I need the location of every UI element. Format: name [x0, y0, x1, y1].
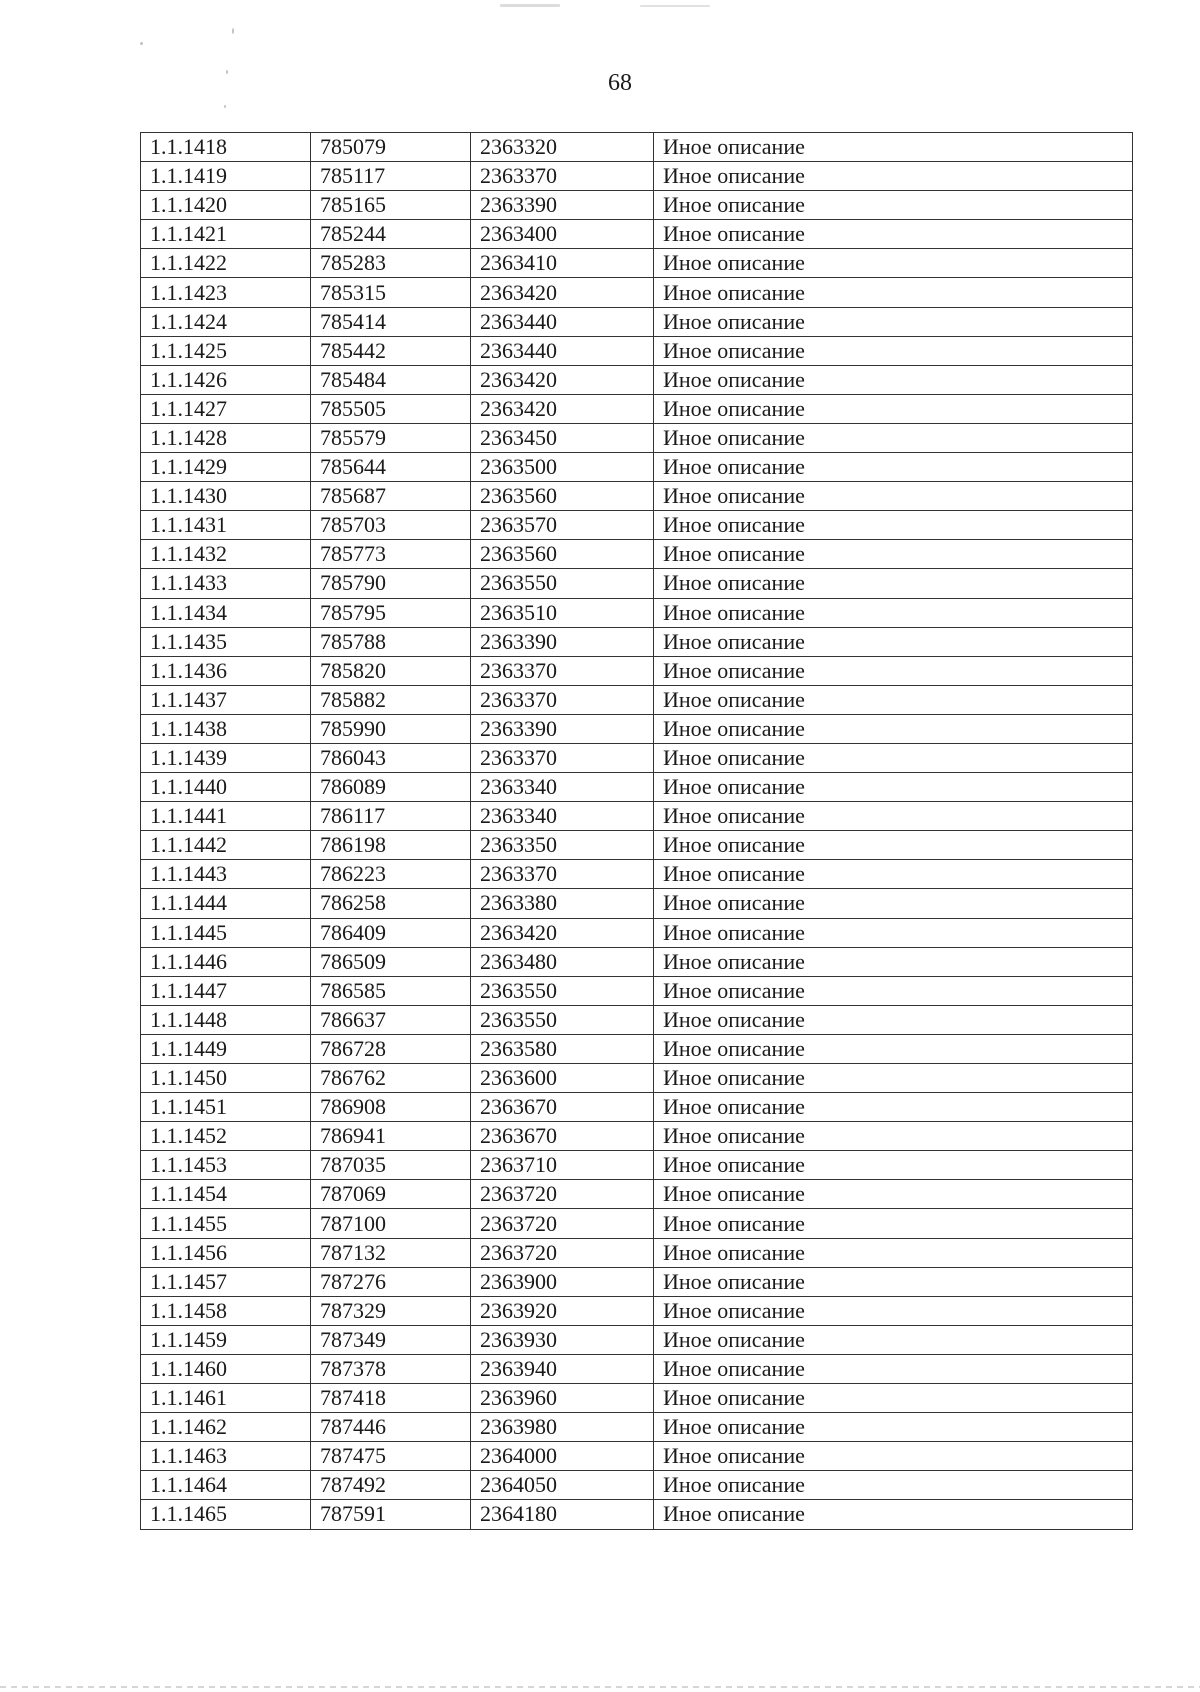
table-row: [141, 743, 1133, 772]
y-coordinate-cell: 2363390: [471, 627, 654, 656]
y-coordinate-cell: 2363920: [471, 1296, 654, 1325]
y-coordinate-cell: 2363370: [471, 743, 654, 772]
y-coordinate-cell: 2363450: [471, 423, 654, 452]
description-cell: Иное описание: [654, 947, 1133, 976]
point-number-cell: 1.1.1456: [141, 1238, 311, 1267]
point-number-cell: 1.1.1449: [141, 1034, 311, 1063]
point-number-cell: 1.1.1450: [141, 1064, 311, 1093]
description-cell: Иное описание: [654, 1500, 1133, 1529]
table-row: [141, 685, 1133, 714]
table-row: [141, 773, 1133, 802]
table-row: [141, 918, 1133, 947]
table-row: [141, 336, 1133, 365]
x-coordinate-cell: 785990: [311, 714, 471, 743]
table-row: [141, 482, 1133, 511]
x-coordinate-cell: 785644: [311, 453, 471, 482]
description-cell: Иное описание: [654, 918, 1133, 947]
table-row: [141, 1034, 1133, 1063]
x-coordinate-cell: 786762: [311, 1064, 471, 1093]
description-cell: Иное описание: [654, 540, 1133, 569]
table-row: [141, 1151, 1133, 1180]
y-coordinate-cell: 2363720: [471, 1238, 654, 1267]
y-coordinate-cell: 2363400: [471, 220, 654, 249]
description-cell: Иное описание: [654, 976, 1133, 1005]
x-coordinate-cell: 787276: [311, 1267, 471, 1296]
x-coordinate-cell: 787069: [311, 1180, 471, 1209]
table-row: [141, 714, 1133, 743]
description-cell: Иное описание: [654, 1384, 1133, 1413]
description-cell: Иное описание: [654, 511, 1133, 540]
point-number-cell: 1.1.1446: [141, 947, 311, 976]
description-cell: Иное описание: [654, 773, 1133, 802]
point-number-cell: 1.1.1423: [141, 278, 311, 307]
description-cell: Иное описание: [654, 365, 1133, 394]
x-coordinate-cell: 786089: [311, 773, 471, 802]
x-coordinate-cell: 785442: [311, 336, 471, 365]
description-cell: Иное описание: [654, 1267, 1133, 1296]
description-cell: Иное описание: [654, 249, 1133, 278]
description-cell: Иное описание: [654, 1325, 1133, 1354]
x-coordinate-cell: 785579: [311, 423, 471, 452]
point-number-cell: 1.1.1432: [141, 540, 311, 569]
point-number-cell: 1.1.1419: [141, 162, 311, 191]
description-cell: Иное описание: [654, 714, 1133, 743]
y-coordinate-cell: 2363570: [471, 511, 654, 540]
y-coordinate-cell: 2363420: [471, 394, 654, 423]
table-row: [141, 802, 1133, 831]
x-coordinate-cell: 786043: [311, 743, 471, 772]
point-number-cell: 1.1.1447: [141, 976, 311, 1005]
point-number-cell: 1.1.1428: [141, 423, 311, 452]
x-coordinate-cell: 786908: [311, 1093, 471, 1122]
description-cell: Иное описание: [654, 1064, 1133, 1093]
x-coordinate-cell: 785079: [311, 133, 471, 162]
point-number-cell: 1.1.1462: [141, 1413, 311, 1442]
x-coordinate-cell: 787329: [311, 1296, 471, 1325]
point-number-cell: 1.1.1464: [141, 1471, 311, 1500]
x-coordinate-cell: 785790: [311, 569, 471, 598]
coordinates-table: [140, 132, 1133, 1530]
x-coordinate-cell: 787100: [311, 1209, 471, 1238]
y-coordinate-cell: 2363340: [471, 773, 654, 802]
point-number-cell: 1.1.1427: [141, 394, 311, 423]
point-number-cell: 1.1.1438: [141, 714, 311, 743]
table-row: [141, 220, 1133, 249]
description-cell: Иное описание: [654, 191, 1133, 220]
point-number-cell: 1.1.1455: [141, 1209, 311, 1238]
table-row: [141, 249, 1133, 278]
description-cell: Иное описание: [654, 423, 1133, 452]
x-coordinate-cell: 786728: [311, 1034, 471, 1063]
x-coordinate-cell: 785283: [311, 249, 471, 278]
x-coordinate-cell: 785484: [311, 365, 471, 394]
table-row: [141, 278, 1133, 307]
table-row: [141, 1296, 1133, 1325]
table-row: [141, 889, 1133, 918]
point-number-cell: 1.1.1442: [141, 831, 311, 860]
point-number-cell: 1.1.1465: [141, 1500, 311, 1529]
description-cell: Иное описание: [654, 831, 1133, 860]
point-number-cell: 1.1.1439: [141, 743, 311, 772]
description-cell: Иное описание: [654, 1093, 1133, 1122]
y-coordinate-cell: 2364180: [471, 1500, 654, 1529]
scan-speck: [232, 28, 234, 34]
point-number-cell: 1.1.1437: [141, 685, 311, 714]
x-coordinate-cell: 787349: [311, 1325, 471, 1354]
y-coordinate-cell: 2363900: [471, 1267, 654, 1296]
table-row: [141, 1325, 1133, 1354]
table-body: [141, 133, 1133, 1530]
description-cell: Иное описание: [654, 889, 1133, 918]
y-coordinate-cell: 2363440: [471, 336, 654, 365]
description-cell: Иное описание: [654, 1180, 1133, 1209]
table-row: [141, 394, 1133, 423]
y-coordinate-cell: 2363600: [471, 1064, 654, 1093]
table-row: [141, 1209, 1133, 1238]
description-cell: Иное описание: [654, 1413, 1133, 1442]
x-coordinate-cell: 787492: [311, 1471, 471, 1500]
table-row: [141, 598, 1133, 627]
point-number-cell: 1.1.1426: [141, 365, 311, 394]
y-coordinate-cell: 2363370: [471, 656, 654, 685]
point-number-cell: 1.1.1459: [141, 1325, 311, 1354]
x-coordinate-cell: 786941: [311, 1122, 471, 1151]
x-coordinate-cell: 787418: [311, 1384, 471, 1413]
point-number-cell: 1.1.1453: [141, 1151, 311, 1180]
point-number-cell: 1.1.1421: [141, 220, 311, 249]
table-row: [141, 162, 1133, 191]
point-number-cell: 1.1.1440: [141, 773, 311, 802]
point-number-cell: 1.1.1445: [141, 918, 311, 947]
point-number-cell: 1.1.1431: [141, 511, 311, 540]
x-coordinate-cell: 785882: [311, 685, 471, 714]
point-number-cell: 1.1.1429: [141, 453, 311, 482]
table-row: [141, 1442, 1133, 1471]
table-row: [141, 831, 1133, 860]
table-row: [141, 569, 1133, 598]
description-cell: Иное описание: [654, 1442, 1133, 1471]
scan-speck: [640, 5, 710, 7]
x-coordinate-cell: 786223: [311, 860, 471, 889]
table-row: [141, 1093, 1133, 1122]
y-coordinate-cell: 2363710: [471, 1151, 654, 1180]
table-row: [141, 1500, 1133, 1529]
description-cell: Иное описание: [654, 162, 1133, 191]
description-cell: Иное описание: [654, 1151, 1133, 1180]
table-row: [141, 307, 1133, 336]
y-coordinate-cell: 2363510: [471, 598, 654, 627]
description-cell: Иное описание: [654, 569, 1133, 598]
y-coordinate-cell: 2363670: [471, 1093, 654, 1122]
description-cell: Иное описание: [654, 627, 1133, 656]
y-coordinate-cell: 2363370: [471, 860, 654, 889]
scan-speck: [140, 42, 143, 45]
page-number: 68: [608, 70, 632, 96]
x-coordinate-cell: 785795: [311, 598, 471, 627]
y-coordinate-cell: 2363410: [471, 249, 654, 278]
table-row: [141, 191, 1133, 220]
point-number-cell: 1.1.1425: [141, 336, 311, 365]
point-number-cell: 1.1.1451: [141, 1093, 311, 1122]
point-number-cell: 1.1.1452: [141, 1122, 311, 1151]
point-number-cell: 1.1.1434: [141, 598, 311, 627]
point-number-cell: 1.1.1422: [141, 249, 311, 278]
description-cell: Иное описание: [654, 1471, 1133, 1500]
description-cell: Иное описание: [654, 1238, 1133, 1267]
x-coordinate-cell: 786117: [311, 802, 471, 831]
point-number-cell: 1.1.1458: [141, 1296, 311, 1325]
y-coordinate-cell: 2363390: [471, 191, 654, 220]
y-coordinate-cell: 2363560: [471, 482, 654, 511]
description-cell: Иное описание: [654, 656, 1133, 685]
point-number-cell: 1.1.1424: [141, 307, 311, 336]
point-number-cell: 1.1.1435: [141, 627, 311, 656]
y-coordinate-cell: 2363930: [471, 1325, 654, 1354]
y-coordinate-cell: 2363980: [471, 1413, 654, 1442]
x-coordinate-cell: 787475: [311, 1442, 471, 1471]
x-coordinate-cell: 785505: [311, 394, 471, 423]
point-number-cell: 1.1.1420: [141, 191, 311, 220]
point-number-cell: 1.1.1436: [141, 656, 311, 685]
x-coordinate-cell: 786637: [311, 1005, 471, 1034]
x-coordinate-cell: 785315: [311, 278, 471, 307]
y-coordinate-cell: 2363390: [471, 714, 654, 743]
y-coordinate-cell: 2363370: [471, 685, 654, 714]
coordinates-table-wrapper: [140, 132, 1132, 1530]
table-row: [141, 976, 1133, 1005]
scan-edge-line: [0, 1686, 1200, 1688]
x-coordinate-cell: 787378: [311, 1354, 471, 1383]
point-number-cell: 1.1.1444: [141, 889, 311, 918]
description-cell: Иное описание: [654, 482, 1133, 511]
description-cell: Иное описание: [654, 1122, 1133, 1151]
x-coordinate-cell: 786258: [311, 889, 471, 918]
point-number-cell: 1.1.1441: [141, 802, 311, 831]
x-coordinate-cell: 787591: [311, 1500, 471, 1529]
y-coordinate-cell: 2363940: [471, 1354, 654, 1383]
description-cell: Иное описание: [654, 743, 1133, 772]
table-row: [141, 133, 1133, 162]
y-coordinate-cell: 2363720: [471, 1180, 654, 1209]
x-coordinate-cell: 786509: [311, 947, 471, 976]
y-coordinate-cell: 2363380: [471, 889, 654, 918]
y-coordinate-cell: 2363420: [471, 365, 654, 394]
table-row: [141, 1005, 1133, 1034]
table-row: [141, 656, 1133, 685]
table-row: [141, 365, 1133, 394]
point-number-cell: 1.1.1457: [141, 1267, 311, 1296]
point-number-cell: 1.1.1460: [141, 1354, 311, 1383]
description-cell: Иное описание: [654, 336, 1133, 365]
point-number-cell: 1.1.1454: [141, 1180, 311, 1209]
table-row: [141, 1122, 1133, 1151]
description-cell: Иное описание: [654, 1209, 1133, 1238]
description-cell: Иное описание: [654, 307, 1133, 336]
x-coordinate-cell: 786409: [311, 918, 471, 947]
y-coordinate-cell: 2363550: [471, 976, 654, 1005]
description-cell: Иное описание: [654, 1296, 1133, 1325]
point-number-cell: 1.1.1461: [141, 1384, 311, 1413]
point-number-cell: 1.1.1418: [141, 133, 311, 162]
y-coordinate-cell: 2363420: [471, 918, 654, 947]
x-coordinate-cell: 787132: [311, 1238, 471, 1267]
y-coordinate-cell: 2363960: [471, 1384, 654, 1413]
scan-speck: [500, 4, 560, 7]
x-coordinate-cell: 785687: [311, 482, 471, 511]
y-coordinate-cell: 2363320: [471, 133, 654, 162]
y-coordinate-cell: 2363420: [471, 278, 654, 307]
table-row: [141, 1413, 1133, 1442]
point-number-cell: 1.1.1443: [141, 860, 311, 889]
point-number-cell: 1.1.1430: [141, 482, 311, 511]
description-cell: Иное описание: [654, 1034, 1133, 1063]
x-coordinate-cell: 785820: [311, 656, 471, 685]
description-cell: Иное описание: [654, 860, 1133, 889]
point-number-cell: 1.1.1463: [141, 1442, 311, 1471]
y-coordinate-cell: 2363720: [471, 1209, 654, 1238]
description-cell: Иное описание: [654, 1354, 1133, 1383]
description-cell: Иное описание: [654, 685, 1133, 714]
scan-speck: [224, 105, 226, 108]
table-row: [141, 1354, 1133, 1383]
y-coordinate-cell: 2363350: [471, 831, 654, 860]
x-coordinate-cell: 785117: [311, 162, 471, 191]
description-cell: Иное описание: [654, 453, 1133, 482]
table-row: [141, 947, 1133, 976]
x-coordinate-cell: 785773: [311, 540, 471, 569]
x-coordinate-cell: 785414: [311, 307, 471, 336]
x-coordinate-cell: 785244: [311, 220, 471, 249]
point-number-cell: 1.1.1433: [141, 569, 311, 598]
y-coordinate-cell: 2363440: [471, 307, 654, 336]
table-row: [141, 511, 1133, 540]
description-cell: Иное описание: [654, 394, 1133, 423]
y-coordinate-cell: 2363550: [471, 1005, 654, 1034]
table-row: [141, 1384, 1133, 1413]
description-cell: Иное описание: [654, 278, 1133, 307]
y-coordinate-cell: 2363340: [471, 802, 654, 831]
x-coordinate-cell: 786585: [311, 976, 471, 1005]
y-coordinate-cell: 2363500: [471, 453, 654, 482]
x-coordinate-cell: 787035: [311, 1151, 471, 1180]
x-coordinate-cell: 786198: [311, 831, 471, 860]
x-coordinate-cell: 787446: [311, 1413, 471, 1442]
table-row: [141, 453, 1133, 482]
x-coordinate-cell: 785788: [311, 627, 471, 656]
table-row: [141, 627, 1133, 656]
description-cell: Иное описание: [654, 1005, 1133, 1034]
table-row: [141, 860, 1133, 889]
table-row: [141, 540, 1133, 569]
y-coordinate-cell: 2363370: [471, 162, 654, 191]
table-row: [141, 1471, 1133, 1500]
y-coordinate-cell: 2363580: [471, 1034, 654, 1063]
y-coordinate-cell: 2363480: [471, 947, 654, 976]
y-coordinate-cell: 2363550: [471, 569, 654, 598]
y-coordinate-cell: 2363560: [471, 540, 654, 569]
description-cell: Иное описание: [654, 802, 1133, 831]
table-row: [141, 1180, 1133, 1209]
description-cell: Иное описание: [654, 133, 1133, 162]
y-coordinate-cell: 2364050: [471, 1471, 654, 1500]
x-coordinate-cell: 785165: [311, 191, 471, 220]
description-cell: Иное описание: [654, 598, 1133, 627]
y-coordinate-cell: 2364000: [471, 1442, 654, 1471]
table-row: [141, 1238, 1133, 1267]
y-coordinate-cell: 2363670: [471, 1122, 654, 1151]
point-number-cell: 1.1.1448: [141, 1005, 311, 1034]
x-coordinate-cell: 785703: [311, 511, 471, 540]
table-row: [141, 1064, 1133, 1093]
description-cell: Иное описание: [654, 220, 1133, 249]
table-row: [141, 423, 1133, 452]
table-row: [141, 1267, 1133, 1296]
